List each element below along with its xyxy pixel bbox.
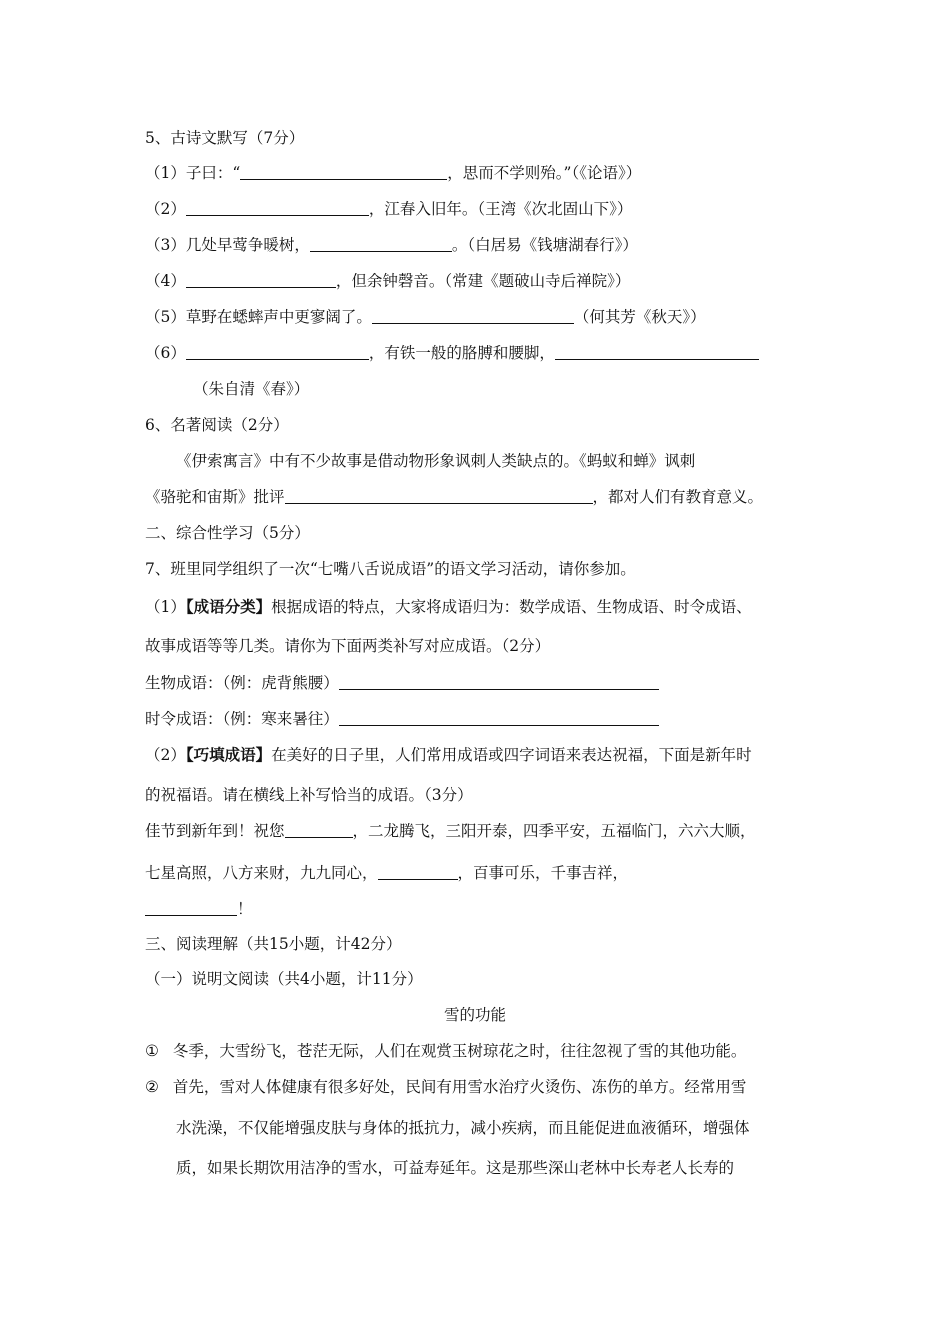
q5-item-6 bbox=[145, 342, 759, 364]
q5-item-3 bbox=[145, 234, 638, 256]
q7-sub2-num: （2） bbox=[145, 746, 186, 764]
season-idiom-line bbox=[145, 708, 659, 730]
q5-item-5 bbox=[145, 306, 706, 328]
q6-line-2 bbox=[145, 486, 763, 508]
answer-blank[interactable] bbox=[145, 900, 237, 916]
q5-item-4-after: ，但余钟磬音。（常建《题破山寺后禅院》） bbox=[335, 272, 631, 290]
answer-blank[interactable] bbox=[285, 822, 353, 838]
q6-line-2-after: ，都对人们有教育意义。 bbox=[592, 488, 764, 506]
paragraph-2-number: ② bbox=[145, 1078, 159, 1096]
answer-blank[interactable] bbox=[339, 710, 659, 726]
bio-idiom-label: 生物成语：（例：虎背熊腰） bbox=[145, 674, 339, 692]
q7-sub1-text: 根据成语的特点，大家将成语归为：数学成语、生物成语、时令成语、 bbox=[271, 598, 752, 616]
q5-item-1-after: ，思而不学则殆。”（《论语》） bbox=[447, 164, 642, 182]
q7-sub2-text-2: 的祝福语。请在横线上补写恰当的成语。（3分） bbox=[145, 786, 473, 804]
q5-heading: 5、古诗文默写（7分） bbox=[145, 129, 305, 147]
q7-sub1-tag: 【成语分类】 bbox=[185, 597, 272, 616]
q6-line-1: 《伊索寓言》中有不少故事是借动物形象讽刺人类缺点的。《蚂蚁和蝉》讽刺 bbox=[176, 452, 696, 470]
blessing-1-a: 佳节到新年到！祝您 bbox=[145, 822, 285, 840]
q5-item-2 bbox=[145, 198, 632, 220]
q7-sub2 bbox=[145, 744, 752, 766]
q7-text: 7、班里同学组织了一次“七嘴八舌说成语”的语文学习活动，请你参加。 bbox=[145, 560, 636, 578]
q5-item-1-label: （1）子曰：“ bbox=[145, 164, 241, 182]
q5-item-5-after: （何其芳《秋天》） bbox=[573, 308, 706, 326]
q5-item-5-label: （5）草野在蟋蟀声中更寥阔了。 bbox=[145, 308, 372, 326]
answer-blank[interactable] bbox=[378, 864, 458, 880]
q5-item-4 bbox=[145, 270, 630, 292]
q5-item-1 bbox=[145, 162, 641, 184]
blessing-3-end: ！ bbox=[237, 900, 253, 918]
q7-sub1-num: （1） bbox=[145, 598, 186, 616]
part2-heading: 二、综合性学习（5分） bbox=[145, 524, 310, 542]
answer-blank[interactable] bbox=[186, 272, 336, 288]
blessing-line-1 bbox=[145, 820, 756, 842]
article-title: 雪的功能 bbox=[443, 1006, 506, 1024]
answer-blank[interactable] bbox=[186, 200, 369, 216]
blessing-line-3 bbox=[145, 898, 253, 920]
q6-heading: 6、名著阅读（2分） bbox=[145, 416, 289, 434]
q5-item-6-middle: ，有铁一般的胳膊和腰脚， bbox=[368, 344, 555, 362]
q7-sub2-text: 在美好的日子里，人们常用成语或四字词语来表达祝福，下面是新年时 bbox=[271, 746, 752, 764]
q5-item-3-after: 。（白居易《钱塘湖春行》） bbox=[451, 236, 638, 254]
answer-blank[interactable] bbox=[285, 488, 593, 504]
blessing-2-b: ，百事可乐，千事吉祥， bbox=[457, 864, 629, 882]
q5-item-2-label: （2） bbox=[145, 200, 186, 218]
q7-sub1 bbox=[145, 596, 752, 618]
paragraph-2-text: 首先，雪对人体健康有很多好处，民间有用雪水治疗火烫伤、冻伤的单方。经常用雪 bbox=[172, 1078, 747, 1096]
q5-item-6-source: （朱自清《春》） bbox=[193, 380, 310, 398]
blessing-line-2 bbox=[145, 862, 628, 884]
q5-item-4-label: （4） bbox=[145, 272, 186, 290]
q6-line-2-before: 《骆驼和宙斯》批评 bbox=[145, 488, 285, 506]
answer-blank[interactable] bbox=[310, 236, 452, 252]
part3-sub-heading: （一）说明文阅读（共4小题，计11分） bbox=[145, 970, 423, 988]
answer-blank[interactable] bbox=[372, 308, 574, 324]
blessing-1-b: ，二龙腾飞，三阳开泰，四季平安，五福临门，六六大顺， bbox=[352, 822, 756, 840]
paragraph-2-line-2: 水洗澡，不仅能增强皮肤与身体的抵抗力，减小疾病，而且能促进血液循环，增强体 bbox=[176, 1119, 750, 1137]
q7-sub1-text-2: 故事成语等等几类。请你为下面两类补写对应成语。（2分） bbox=[145, 637, 551, 655]
q7-sub2-tag: 【巧填成语】 bbox=[185, 745, 272, 764]
paragraph-1-text: 冬季，大雪纷飞，苍茫无际，人们在观赏玉树琼花之时，往往忽视了雪的其他功能。 bbox=[172, 1042, 747, 1060]
paragraph-2-line-3: 质，如果长期饮用洁净的雪水，可益寿延年。这是那些深山老林中长寿老人长寿的 bbox=[176, 1159, 735, 1177]
season-idiom-label: 时令成语：（例：寒来暑往） bbox=[145, 710, 339, 728]
part3-heading: 三、阅读理解（共15小题，计42分） bbox=[145, 935, 402, 953]
q5-item-6-label: （6） bbox=[145, 344, 186, 362]
paragraph-1 bbox=[145, 1040, 746, 1062]
answer-blank[interactable] bbox=[555, 344, 759, 360]
paragraph-1-number: ① bbox=[145, 1042, 159, 1060]
blessing-2-a: 七星高照，八方来财，九九同心， bbox=[145, 864, 378, 882]
answer-blank[interactable] bbox=[339, 674, 659, 690]
q5-item-2-after: ，江春入旧年。（王湾《次北固山下》） bbox=[368, 200, 633, 218]
answer-blank[interactable] bbox=[186, 344, 369, 360]
paragraph-2-line-1 bbox=[145, 1076, 746, 1098]
q5-item-3-label: （3）几处早莺争暖树， bbox=[145, 236, 310, 254]
answer-blank[interactable] bbox=[240, 164, 447, 180]
bio-idiom-line bbox=[145, 672, 659, 694]
